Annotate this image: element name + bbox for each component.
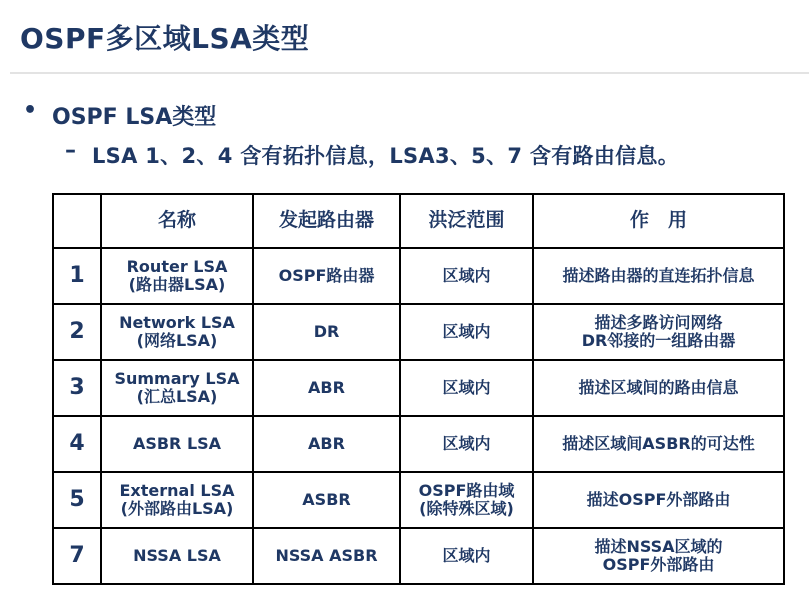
originator: NSSA ASBR xyxy=(275,545,378,565)
row-number: 1 xyxy=(53,248,101,304)
lsa-name-cell xyxy=(101,248,253,304)
header-purpose: 作 用 xyxy=(533,194,784,248)
purpose-cell xyxy=(533,472,784,528)
flood-scope-cell xyxy=(400,304,533,360)
flood-scope: 区域内 xyxy=(442,377,491,397)
lsa-name: Network LSA xyxy=(119,312,235,332)
originator-cell xyxy=(253,360,400,416)
table-row xyxy=(53,360,784,416)
lsa-name-cn: (外部路由LSA) xyxy=(120,499,234,518)
flood-scope-line2: (除特殊区域) xyxy=(419,499,514,518)
purpose: 描述区域间ASBR的可达性 xyxy=(562,433,755,453)
purpose: 描述NSSA区域的 xyxy=(594,536,723,556)
table-row xyxy=(53,304,784,360)
lsa-name-cell xyxy=(101,360,253,416)
flood-scope: 区域内 xyxy=(442,545,491,565)
sub-bullet-text: LSA 1、2、4 含有拓扑信息，LSA3、5、7 含有路由信息。 xyxy=(92,144,680,168)
page-title: OSPF多区域LSA类型 xyxy=(20,22,310,55)
purpose-line2: OSPF外部路由 xyxy=(602,555,715,574)
originator: ASBR xyxy=(302,489,351,509)
title-divider xyxy=(10,72,809,74)
originator-cell xyxy=(253,248,400,304)
row-number: 2 xyxy=(53,304,101,360)
originator: DR xyxy=(313,321,340,341)
flood-scope-cell xyxy=(400,416,533,472)
table-row xyxy=(53,528,784,584)
purpose-cell xyxy=(533,360,784,416)
header-number xyxy=(53,194,101,248)
purpose-cell xyxy=(533,528,784,584)
lsa-name-cell xyxy=(101,528,253,584)
flood-scope: 区域内 xyxy=(442,433,491,453)
originator-cell xyxy=(253,416,400,472)
flood-scope: 区域内 xyxy=(442,265,491,285)
originator: ABR xyxy=(308,377,345,397)
header-originator: 发起路由器 xyxy=(253,194,400,248)
lsa-name-cn: (路由器LSA) xyxy=(128,275,226,294)
lsa-name-cn: (网络LSA) xyxy=(136,331,218,350)
purpose-line2: DR邻接的一组路由器 xyxy=(581,331,736,350)
flood-scope-cell xyxy=(400,360,533,416)
row-number: 4 xyxy=(53,416,101,472)
lsa-name-cell xyxy=(101,472,253,528)
table-row xyxy=(53,248,784,304)
flood-scope-cell xyxy=(400,248,533,304)
flood-scope-cell xyxy=(400,528,533,584)
purpose-cell xyxy=(533,304,784,360)
originator: OSPF路由器 xyxy=(278,265,375,285)
flood-scope: OSPF路由域 xyxy=(418,480,515,500)
row-number: 7 xyxy=(53,528,101,584)
lsa-name: NSSA LSA xyxy=(133,545,221,565)
originator-cell xyxy=(253,528,400,584)
purpose: 描述多路访问网络 xyxy=(594,312,723,332)
lsa-name: Summary LSA xyxy=(114,368,240,388)
flood-scope-cell xyxy=(400,472,533,528)
originator-cell xyxy=(253,472,400,528)
purpose: 描述区域间的路由信息 xyxy=(578,377,739,397)
purpose-cell xyxy=(533,248,784,304)
bullet-marker: • xyxy=(23,98,38,123)
lsa-name: External LSA xyxy=(119,480,235,500)
sub-bullet-marker: – xyxy=(65,138,76,163)
lsa-name: Router LSA xyxy=(126,256,228,276)
originator: ABR xyxy=(308,433,345,453)
lsa-name: ASBR LSA xyxy=(132,433,222,453)
table-row xyxy=(53,472,784,528)
purpose: 描述OSPF外部路由 xyxy=(586,489,731,509)
table-row xyxy=(53,416,784,472)
lsa-table xyxy=(52,193,785,585)
header-name: 名称 xyxy=(101,194,253,248)
purpose: 描述路由器的直连拓扑信息 xyxy=(562,265,755,285)
originator-cell xyxy=(253,304,400,360)
purpose-cell xyxy=(533,416,784,472)
lsa-name-cell xyxy=(101,416,253,472)
lsa-name-cn: (汇总LSA) xyxy=(136,387,218,406)
row-number: 5 xyxy=(53,472,101,528)
lsa-name-cell xyxy=(101,304,253,360)
flood-scope: 区域内 xyxy=(442,321,491,341)
row-number: 3 xyxy=(53,360,101,416)
bullet-text: OSPF LSA类型 xyxy=(52,105,217,130)
table-header-row xyxy=(53,194,784,248)
header-flood-scope: 洪泛范围 xyxy=(400,194,533,248)
